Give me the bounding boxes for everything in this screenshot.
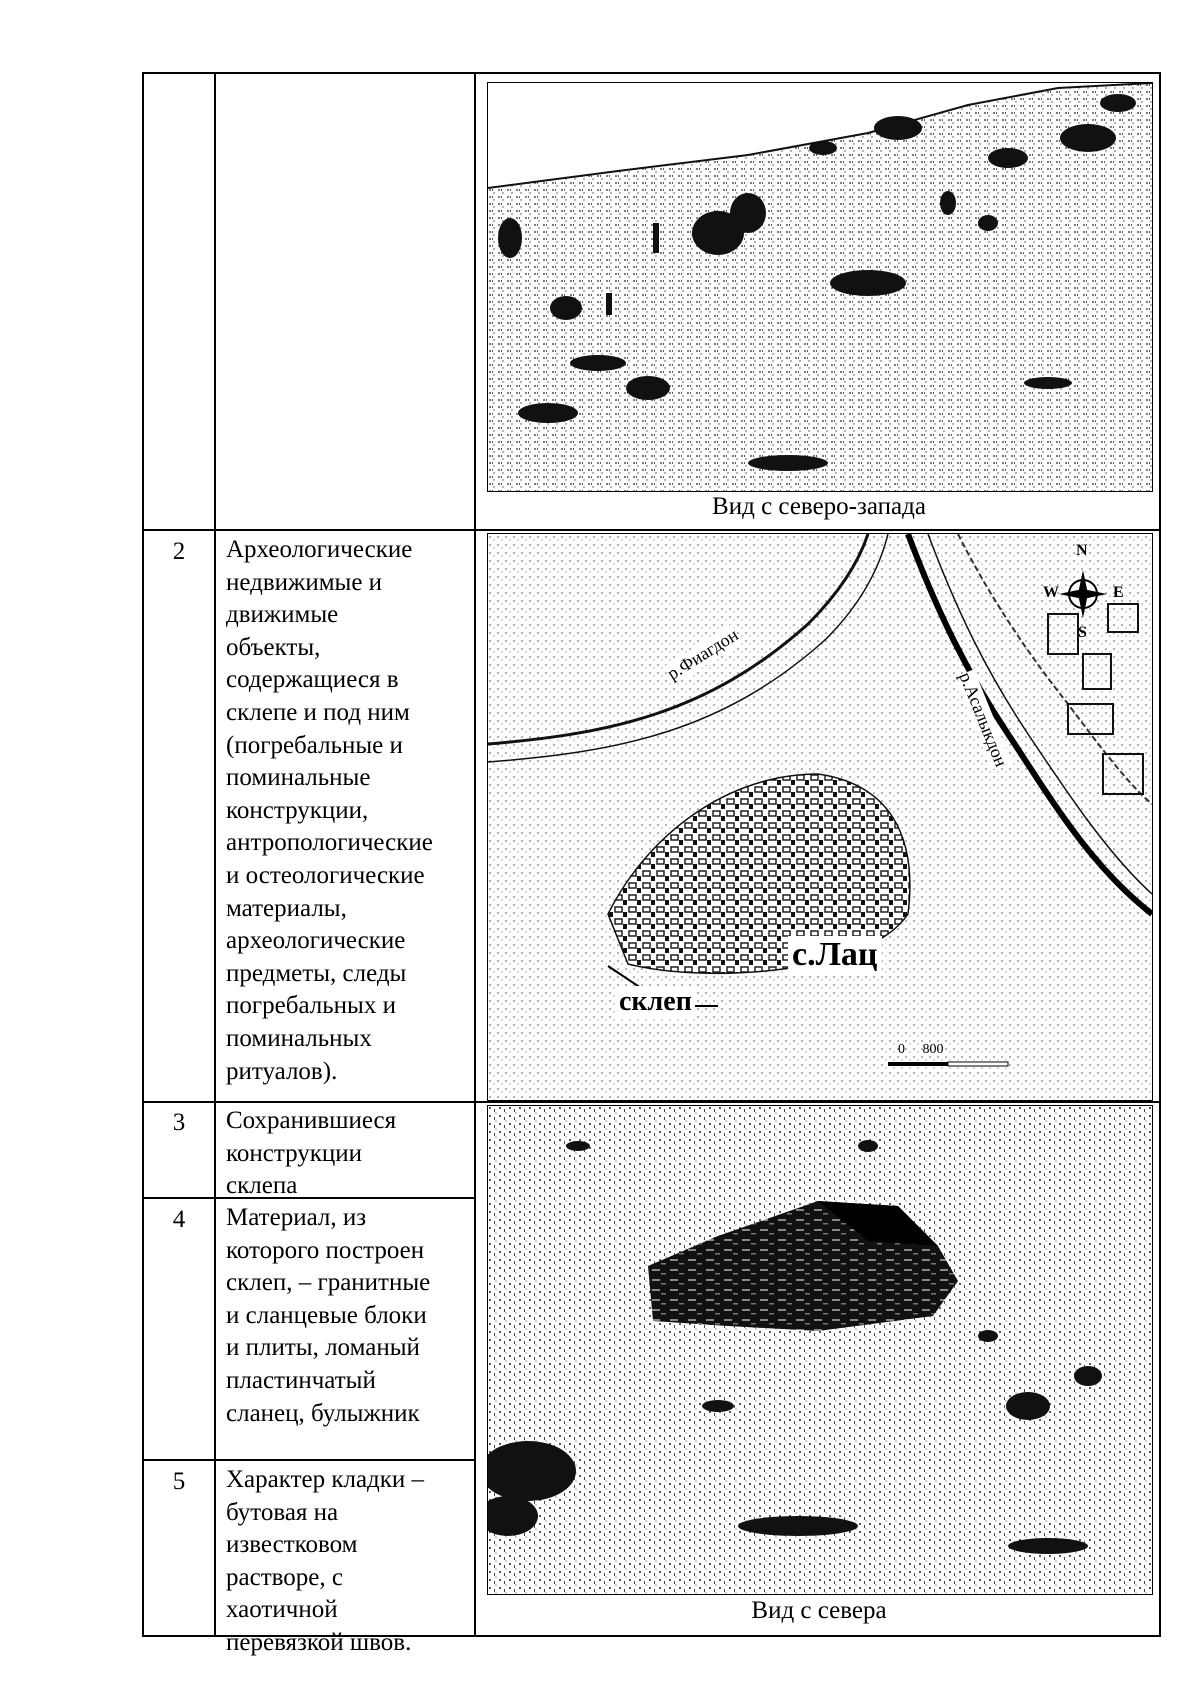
map-scale-label: 0 800 [898,1042,944,1057]
row-text-2: Археологические недвижимые и движимые объекты, содержащиеся в склепе и под ним (погребальные и поминальные конструкции, антропологические и остеологические материалы, археологические предметы, следы погребальных и поминальных ритуалов). [226,536,433,1085]
map-label-river-fiagdon: р.Фиагдон [663,624,742,684]
compass-south-label: S [1078,624,1087,641]
row-divider-2 [144,1101,1159,1103]
row-text-3: Сохранившиеся конструкции склепа [226,1107,397,1200]
hillside-photo [487,82,1153,492]
row-number-3: 3 [172,1109,186,1136]
map-label-crypt: склеп [616,986,695,1018]
row-text-4: Материал, из которого построен склеп, – гранитные и сланцевые блоки и плиты, ломаный пластинчатый сланец, булыжник [226,1204,431,1427]
photo-caption-northwest: Вид с северо-запада [712,493,926,520]
row-divider-1 [144,529,1159,531]
row-text-5: Характер кладки – бутовая на известковом растворе, с хаотичной перевязкой швов. [226,1466,425,1656]
area-map [487,533,1153,1101]
crypt-photo [487,1105,1153,1595]
document-table [142,72,1161,1656]
row-divider-4 [144,1459,474,1461]
compass-east-label: E [1113,584,1124,601]
column-divider-1 [214,74,216,1635]
row-number-5: 5 [172,1468,186,1495]
compass-west-label: W [1043,584,1059,601]
row-number-2: 2 [172,538,186,565]
map-label-river-asalykdon: р.Асалыкдон [955,669,1012,770]
compass-north-label: N [1076,542,1088,559]
row-number-4: 4 [172,1206,186,1233]
column-divider-2 [474,74,476,1635]
photo-caption-north: Вид с севера [751,1597,887,1624]
map-label-village: с.Лац [788,936,882,974]
